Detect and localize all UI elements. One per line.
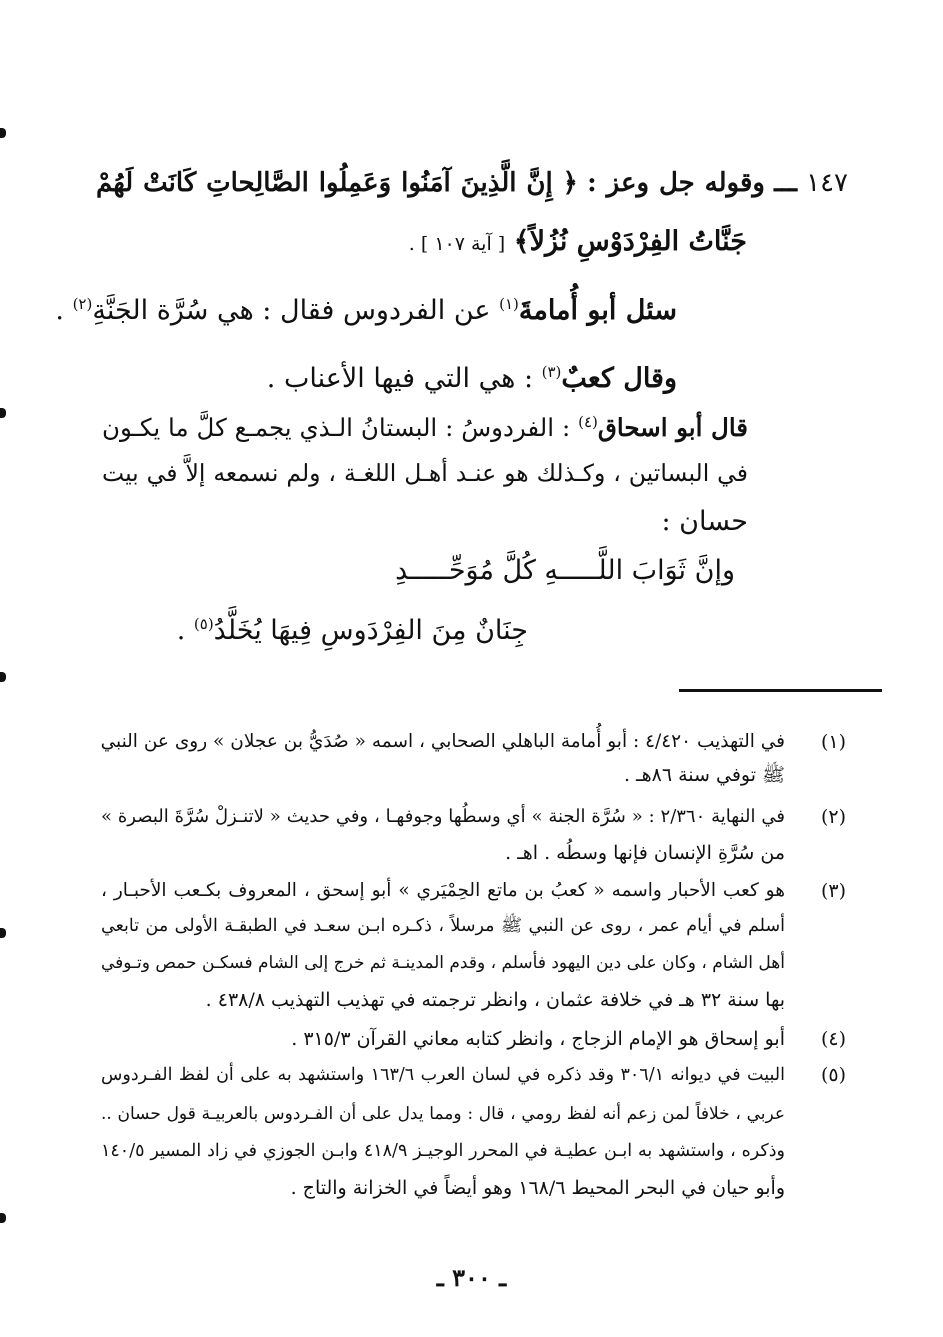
footnote-ref-2: (٢)	[72, 295, 93, 313]
footnote-3-text-3: أهل الشام ، وكان على دين اليهود فأسلم ، وقدم المدينـة ثم خرج إلى الشام فسكـن حمص وتـوفي	[101, 953, 785, 973]
footnote-5-line-3	[101, 1137, 785, 1165]
entry-number: ١٤٧	[806, 168, 849, 198]
footnote-3-text-4: بها سنة ٣٢ هـ في خلافة عثمان ، وانظر ترجمته في تهذيب التهذيب ٤٣٨/٨ .	[205, 989, 785, 1011]
footnote-1-line-2	[624, 761, 785, 789]
footnote-3-text-1: هو كعب الأحبار واسمه « كعبُ بن ماتع الحِمْيَري » أبو إسحق ، المعروف بكـعب الأحبـار ،	[101, 880, 785, 901]
footnote-1-text-1: في التهذيب ٤/٤٢٠ : أبو أُمامة الباهلي الصحابي ، اسمه « صُدَيُّ بن عجلان » روى عن النبي	[100, 731, 785, 752]
abu-ishaq-text-3: حسان :	[661, 506, 748, 537]
scan-edge-mark	[0, 928, 6, 938]
abu-ishaq-text-2: في البساتين ، وكـذلك هو عنـد أهـل اللغـة ، ولم نسمعه إلاَّ في بيت	[102, 459, 749, 487]
abu-umama-text: عن الفردوس فقال : هي سُرَّة الجَنَّةِ	[92, 295, 500, 326]
poem-verse-1	[395, 551, 735, 591]
footnote-number-5: (٥)	[820, 1064, 846, 1086]
footnote-3-line-1	[101, 877, 785, 905]
poem-hemistich-1: وإنَّ ثَوَابَ اللَّـــــهِ كُلَّ مُوَحِّـــــدِ	[395, 555, 735, 586]
poem-hemistich-2: جِنَانٌ مِنَ الفِرْدَوسِ فِيهَا يُخَلَّدُ	[213, 615, 528, 646]
footnote-3-line-2	[101, 912, 785, 940]
footnote-separator	[679, 689, 882, 692]
ayah-reference: [ آية ١٠٧ ] .	[408, 233, 506, 255]
footnote-1-text-2: ﷺ توفي سنة ٨٦هـ .	[623, 764, 785, 786]
footnote-5-text-3: وذكره ، واستشهد به ابـن عطيـة في المحرر الوجيـز ٤١٨/٩ وابـن الجوزي في زاد المسير ١٤٠/٥	[101, 1141, 785, 1161]
scan-edge-mark	[0, 1213, 6, 1223]
scan-edge-mark	[0, 128, 6, 138]
footnote-ref-1: (١)	[499, 295, 519, 313]
paragraph-abu-ishaq-line-3	[661, 502, 748, 542]
scan-edge-mark	[0, 672, 6, 682]
verse-heading-line-1	[96, 163, 848, 203]
footnote-2-text-2: من سُرَّةِ الإنسان فإنها وسطُه . اهـ .	[505, 842, 785, 864]
footnote-number-1: (١)	[820, 731, 846, 753]
footnote-ref-4: (٤)	[578, 413, 598, 431]
footnote-5-text-1: البيت في ديوانه ٣٠٦/١ وقد ذكره في لسان العرب ١٦٣/٦ واستشهد به على أن لفظ الفـردوس	[101, 1065, 785, 1085]
footnote-5-line-1	[101, 1061, 785, 1089]
footnote-number-4: (٤)	[820, 1028, 846, 1050]
footnote-number-3: (٣)	[820, 880, 846, 902]
narrator-kaab: وقال كعبٌ	[561, 363, 677, 394]
narrator-abu-umama: سئل أبو أُمامةَ	[518, 295, 677, 326]
footnote-2-line-2	[505, 839, 785, 867]
kaab-text: : هي التي فيها الأعناب .	[266, 363, 542, 394]
footnote-2-text-1: في النهاية ٢/٣٦٠ : « سُرَّة الجنة » أي وسطُها وجوفهـا ، وفي حديث « لاتنـزلْ سُرَّةَ البصرة »	[101, 806, 785, 827]
narrator-abu-ishaq: قال أبو اسحاق	[597, 413, 748, 443]
page-number: ـ ٣٠٠ ـ	[436, 1263, 507, 1292]
footnote-1-line-1	[101, 728, 785, 756]
footnote-3-line-3	[101, 949, 785, 977]
entry-dash: ـــ	[774, 168, 797, 198]
poem-end: .	[176, 615, 194, 646]
footnote-5-text-4: وأبو حيان في البحر المحيط ١٦٨/٦ وهو أيضاً في الخزانة والتاج .	[290, 1177, 785, 1199]
scan-edge-mark	[0, 408, 6, 418]
abu-umama-end: .	[55, 295, 73, 326]
footnote-4-text-1: أبو إسحاق هو الإمام الزجاج ، وانظر كتابه معاني القرآن ٣١٥/٣ .	[291, 1028, 785, 1050]
footnote-4-line-1	[291, 1025, 785, 1053]
footnote-2-line-1	[101, 803, 785, 831]
paragraph-abu-ishaq-line-1	[102, 402, 748, 448]
entry-intro: وقوله جل وعز :	[587, 168, 765, 198]
footnote-number-2: (٢)	[820, 806, 846, 828]
footnote-3-line-4	[206, 986, 785, 1014]
quran-ayah-part-2: جَنَّاتُ الفِرْدَوْسِ نُزُلاً﴾	[513, 226, 747, 257]
poem-verse-2	[177, 604, 528, 651]
footnote-5-line-2	[101, 1100, 785, 1128]
paragraph-abu-umama	[55, 284, 677, 331]
quran-ayah-part-1: ﴿ إِنَّ الَّذِينَ آمَنُوا وَعَمِلُوا الصَّالِحاتِ كَانَتْ لَهُمْ	[96, 168, 578, 198]
footnote-5-line-4	[291, 1174, 785, 1202]
abu-ishaq-text-1: : الفردوسُ : البستانُ الـذي يجمـع كلَّ ما يكـون	[102, 413, 579, 443]
footnote-ref-3: (٣)	[541, 363, 562, 381]
footnote-3-text-2: أسلم في أيام عمر ، روى عن النبي ﷺ مرسلاً ، ذكـره ابـن سعـد في الطبقـة الأولى من تابعي	[101, 916, 785, 936]
paragraph-abu-ishaq-line-2	[102, 453, 748, 493]
paragraph-kaab	[267, 352, 677, 399]
footnote-ref-5: (٥)	[193, 615, 214, 633]
verse-heading-line-2	[409, 222, 747, 264]
footnote-5-text-2: عربي ، خلافاً لمن زعم أنه لفظ رومي ، قال : ومما يدل على أن الفـردوس بالعربيـة قول حسان ..	[101, 1104, 785, 1124]
